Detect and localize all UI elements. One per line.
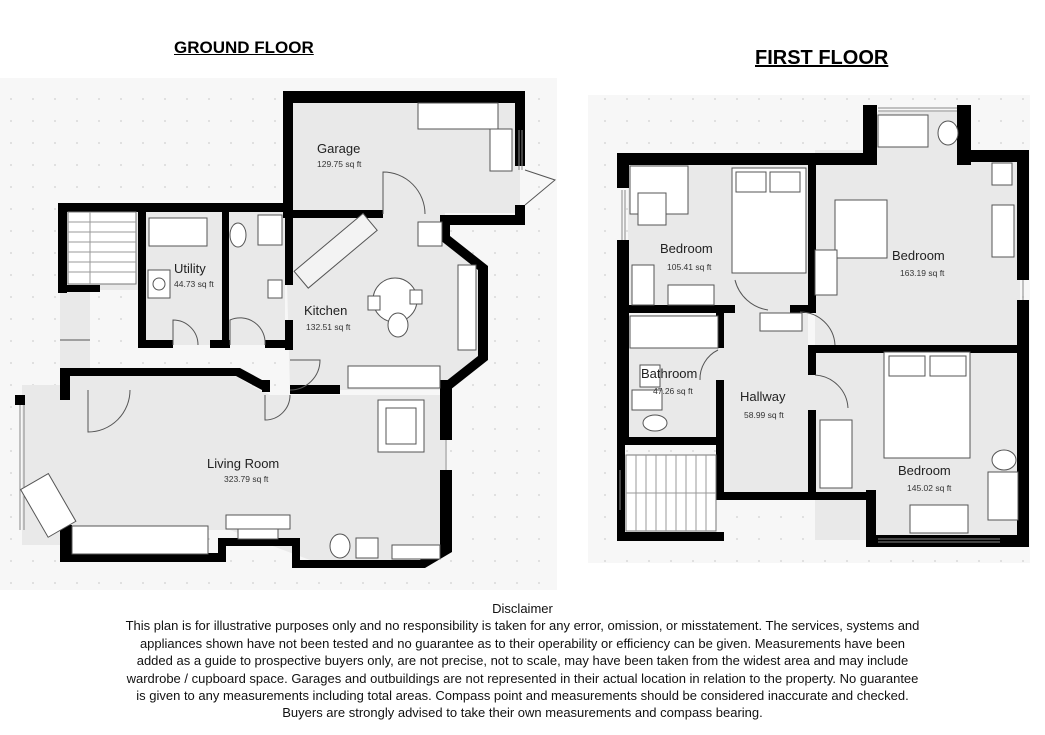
room-area-garage: 129.75 sq ft [317,159,362,169]
room-label-garage: Garage [317,141,361,156]
room-label-bathroom: Bathroom [641,366,698,381]
ground-floor-plan [0,78,557,590]
disclaimer-line: appliances shown have not been tested and no guarantee as to their operability or efficiency can be given. Measurements have been [139,635,906,651]
room-label-bedroom-2: Bedroom [892,248,945,263]
first-floor-stairs [626,455,716,531]
ground-floor-title: GROUND FLOOR [174,38,314,57]
ground-floor-stairs [68,212,136,284]
room-area-utility: 44.73 sq ft [174,279,214,289]
room-area-bathroom: 47.26 sq ft [653,386,693,396]
room-label-bedroom-1: Bedroom [660,241,713,256]
disclaimer-block [40,600,1005,722]
room-area-hallway: 58.99 sq ft [744,410,784,420]
disclaimer-line: Buyers are strongly advised to take their own measurements and compass bearing. [282,705,763,721]
disclaimer-title: Disclaimer [492,601,553,616]
room-label-kitchen: Kitchen [304,303,348,318]
disclaimer-line: is given to any measurements including total areas. Compass point and measurements should be considered inaccurate and checked. [136,688,909,704]
room-area-living-room: 323.79 sq ft [224,474,269,484]
room-label-hallway: Hallway [740,389,786,404]
disclaimer-line: wardrobe / cupboard space. Garages and outbuildings are not represented in their actual location in relation to the property. No guarantee [126,670,919,686]
room-label-utility: Utility [174,261,206,276]
first-floor-title: FIRST FLOOR [755,47,889,69]
room-label-bedroom-3: Bedroom [898,463,951,478]
room-area-bedroom-3: 145.02 sq ft [907,483,952,493]
room-label-living-room: Living Room [207,456,280,471]
room-area-kitchen: 132.51 sq ft [306,322,351,332]
room-area-bedroom-2: 163.19 sq ft [900,268,945,278]
room-area-bedroom-1: 105.41 sq ft [667,262,712,272]
disclaimer-line: This plan is for illustrative purposes only and no responsibility is taken for any error, omission, or misstatement. The services, systems and [125,618,920,634]
disclaimer-line: added as a guide to prospective buyers only, are not precise, not to scale, may have been taken from the widest area and may include [136,653,909,669]
first-floor-plan [588,95,1030,563]
